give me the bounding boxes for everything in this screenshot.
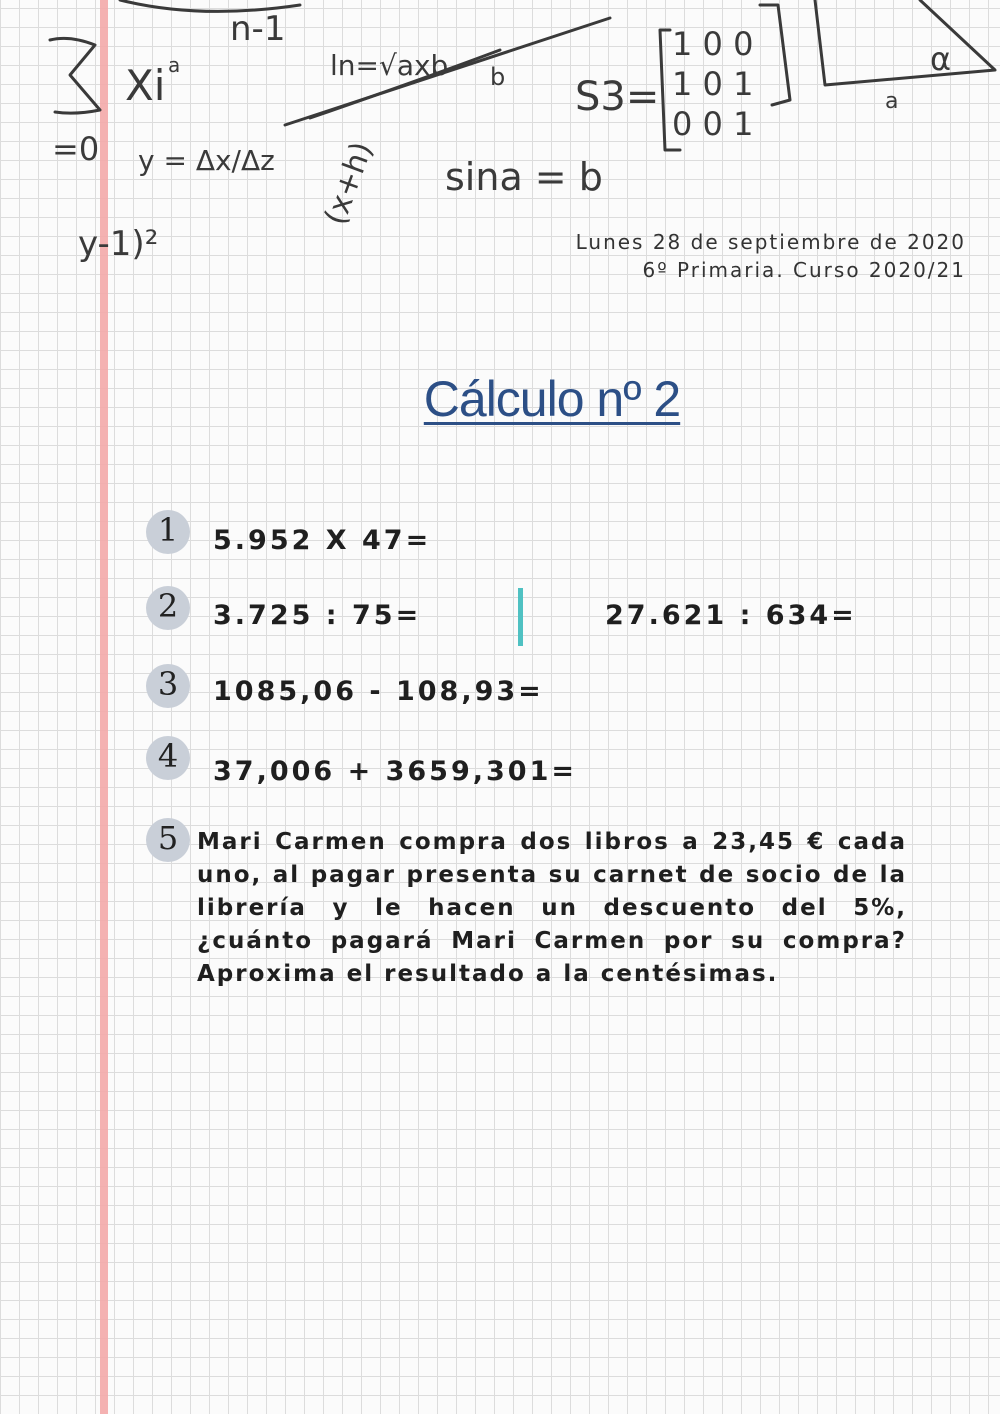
doodle-delta: y = Δx/Δz (138, 144, 275, 177)
exercise-4-text: 37,006 + 3659,301= (213, 756, 577, 787)
doodle-xh: (x+h) (317, 137, 380, 230)
doodle-sin: sina = b (445, 155, 603, 199)
page-title: Cálculo nº 2 (423, 371, 681, 427)
exercise-number-1: 1 (146, 510, 190, 554)
exercise-number-3: 3 (146, 664, 190, 708)
sigma-doodle (50, 38, 100, 113)
date-line: Lunes 28 de septiembre de 2020 (575, 230, 966, 254)
exercise-number-4: 4 (146, 736, 190, 780)
exercise-number-2: 2 (146, 586, 190, 630)
matrix-row-1: 1 0 0 (672, 25, 754, 63)
doodle-n-minus-1: n-1 (230, 9, 286, 49)
doodle-alpha: α (930, 40, 952, 78)
doodle-a: a (885, 89, 899, 114)
page-title-container (0, 370, 1000, 428)
doodle-y-minus: y-1)² (78, 224, 159, 264)
doodle-xi-sup: a (168, 53, 181, 77)
doodle-matrix-label: S3= (575, 74, 660, 120)
exercise-2b-text: 27.621 : 634= (605, 600, 857, 631)
exercise-3-text: 1085,06 - 108,93= (213, 676, 544, 707)
triangle-doodle (815, 0, 995, 85)
course-line: 6º Primaria. Curso 2020/21 (642, 258, 966, 282)
doodle-xi: Xi (125, 61, 166, 110)
doodle-b: b (490, 63, 506, 91)
doodle-sqrt: ln=√axb (330, 49, 449, 82)
exercise-1-text: 5.952 X 47= (213, 525, 432, 556)
doodle-eq-zero: =0 (52, 130, 100, 168)
exercise-2-divider (518, 588, 523, 646)
matrix-right-bracket (760, 5, 790, 105)
exercise-5-problem-text: Mari Carmen compra dos libros a 23,45 € cada uno, al pagar presenta su carnet de socio de la librería y le hacen un descuento del 5%, ¿cuánto pagará Mari Carmen por su compra? Aproxima el resultado a la centésimas. (197, 829, 907, 987)
matrix-row-2: 1 0 1 (672, 65, 754, 103)
exercise-number-5: 5 (146, 818, 190, 862)
document-header (576, 228, 966, 284)
exercise-2a-text: 3.725 : 75= (213, 600, 422, 631)
matrix-row-3: 0 0 1 (672, 105, 754, 143)
